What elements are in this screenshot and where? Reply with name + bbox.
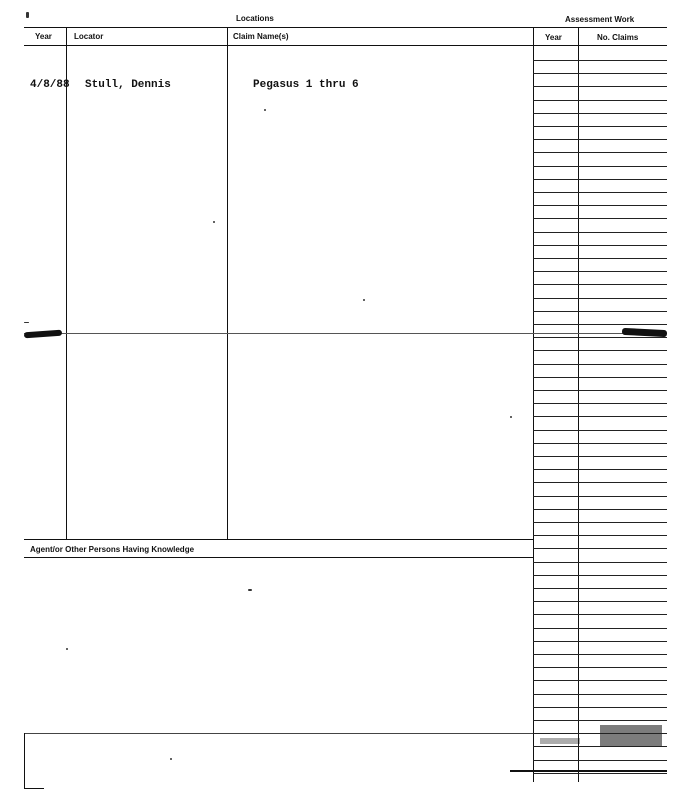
locator-claim-divider <box>227 27 228 539</box>
ledger-rule <box>533 152 667 153</box>
ledger-rule <box>533 311 667 312</box>
ledger-rule <box>533 364 667 365</box>
ledger-rule <box>533 548 667 549</box>
ledger-rule <box>533 126 667 127</box>
ledger-rule <box>533 377 667 378</box>
ledger-rule <box>533 654 667 655</box>
ledger-rule <box>533 535 667 536</box>
no-claims-column-header: No. Claims <box>597 33 639 42</box>
ledger-rule <box>533 232 667 233</box>
ledger-rule <box>533 641 667 642</box>
ledger-rule <box>533 337 667 338</box>
speck <box>170 758 172 760</box>
ledger-rule <box>533 192 667 193</box>
ledger-rule <box>533 166 667 167</box>
bottom-rule-left <box>24 733 533 734</box>
ledger-rule <box>533 139 667 140</box>
top-rule <box>24 27 667 28</box>
ledger-rule <box>533 205 667 206</box>
ledger-rule <box>533 271 667 272</box>
ledger-rule <box>533 218 667 219</box>
year-locator-divider <box>66 27 67 539</box>
ledger-rule <box>533 760 667 761</box>
ledger-rule <box>533 456 667 457</box>
left-edge-smudge <box>24 330 62 339</box>
ledger-rule <box>533 720 667 721</box>
ledger-rule <box>533 350 667 351</box>
assessment-year-column-header: Year <box>545 33 562 42</box>
ledger-rule <box>533 575 667 576</box>
year-column-header: Year <box>35 32 52 41</box>
ledger-rule <box>533 113 667 114</box>
ledger-rule <box>533 245 667 246</box>
ledger-rule <box>533 588 667 589</box>
ledger-rule <box>533 284 667 285</box>
ledger-rule <box>533 694 667 695</box>
ledger-rule <box>533 430 667 431</box>
ledger-rule <box>533 258 667 259</box>
ledger-rule <box>533 73 667 74</box>
ledger-rule <box>533 390 667 391</box>
assessment-work-title: Assessment Work <box>565 15 635 24</box>
locations-title: Locations <box>236 14 274 23</box>
bottom-corner-foot <box>24 788 44 789</box>
speck <box>66 648 68 650</box>
fold-line <box>24 333 667 334</box>
ledger-rule <box>533 469 667 470</box>
claim-names-column-header: Claim Name(s) <box>233 32 289 41</box>
ledger-rule <box>533 403 667 404</box>
claim-assessment-divider <box>533 27 534 782</box>
ledger-rule <box>533 324 667 325</box>
ledger-rule <box>533 443 667 444</box>
speck <box>363 299 365 301</box>
entry-year: 4/8/88 <box>30 79 70 91</box>
ledger-rule <box>533 179 667 180</box>
speck <box>510 416 512 418</box>
ledger-rule <box>533 416 667 417</box>
ledger-rule <box>533 773 667 774</box>
ledger-rule <box>533 298 667 299</box>
ledger-rule <box>533 614 667 615</box>
ledger-rule <box>533 601 667 602</box>
bottom-rule-right <box>510 770 667 772</box>
speck <box>24 322 29 323</box>
header-rule <box>24 45 667 46</box>
entry-locator: Stull, Dennis <box>85 79 171 91</box>
ledger-rule <box>533 667 667 668</box>
locator-column-header: Locator <box>74 32 104 41</box>
ledger-rule <box>533 707 667 708</box>
ledger-rule <box>533 628 667 629</box>
agent-bottom-rule <box>24 557 533 558</box>
assessment-year-claims-divider <box>578 27 579 782</box>
ledger-rule <box>533 522 667 523</box>
entry-claim-name: Pegasus 1 thru 6 <box>253 79 359 91</box>
ledger-rule <box>533 60 667 61</box>
ledger-rule <box>533 562 667 563</box>
ledger-rule <box>533 746 667 747</box>
ledger-rule <box>533 680 667 681</box>
ledger-rule <box>533 100 667 101</box>
ledger-rule <box>533 86 667 87</box>
ledger-rule <box>533 509 667 510</box>
ledger-rule <box>533 496 667 497</box>
right-edge-smudge <box>622 328 667 337</box>
speck <box>264 109 266 111</box>
scan-noise-patch-2 <box>540 738 580 744</box>
speck <box>213 221 215 223</box>
ledger-rule <box>533 482 667 483</box>
speck <box>26 12 29 18</box>
scan-noise-patch <box>600 725 662 747</box>
bottom-left-corner <box>24 733 25 788</box>
agent-section-label: Agent/or Other Persons Having Knowledge <box>30 545 195 554</box>
ledger-rule <box>533 733 667 734</box>
agent-top-rule <box>24 539 533 540</box>
speck <box>248 589 252 591</box>
